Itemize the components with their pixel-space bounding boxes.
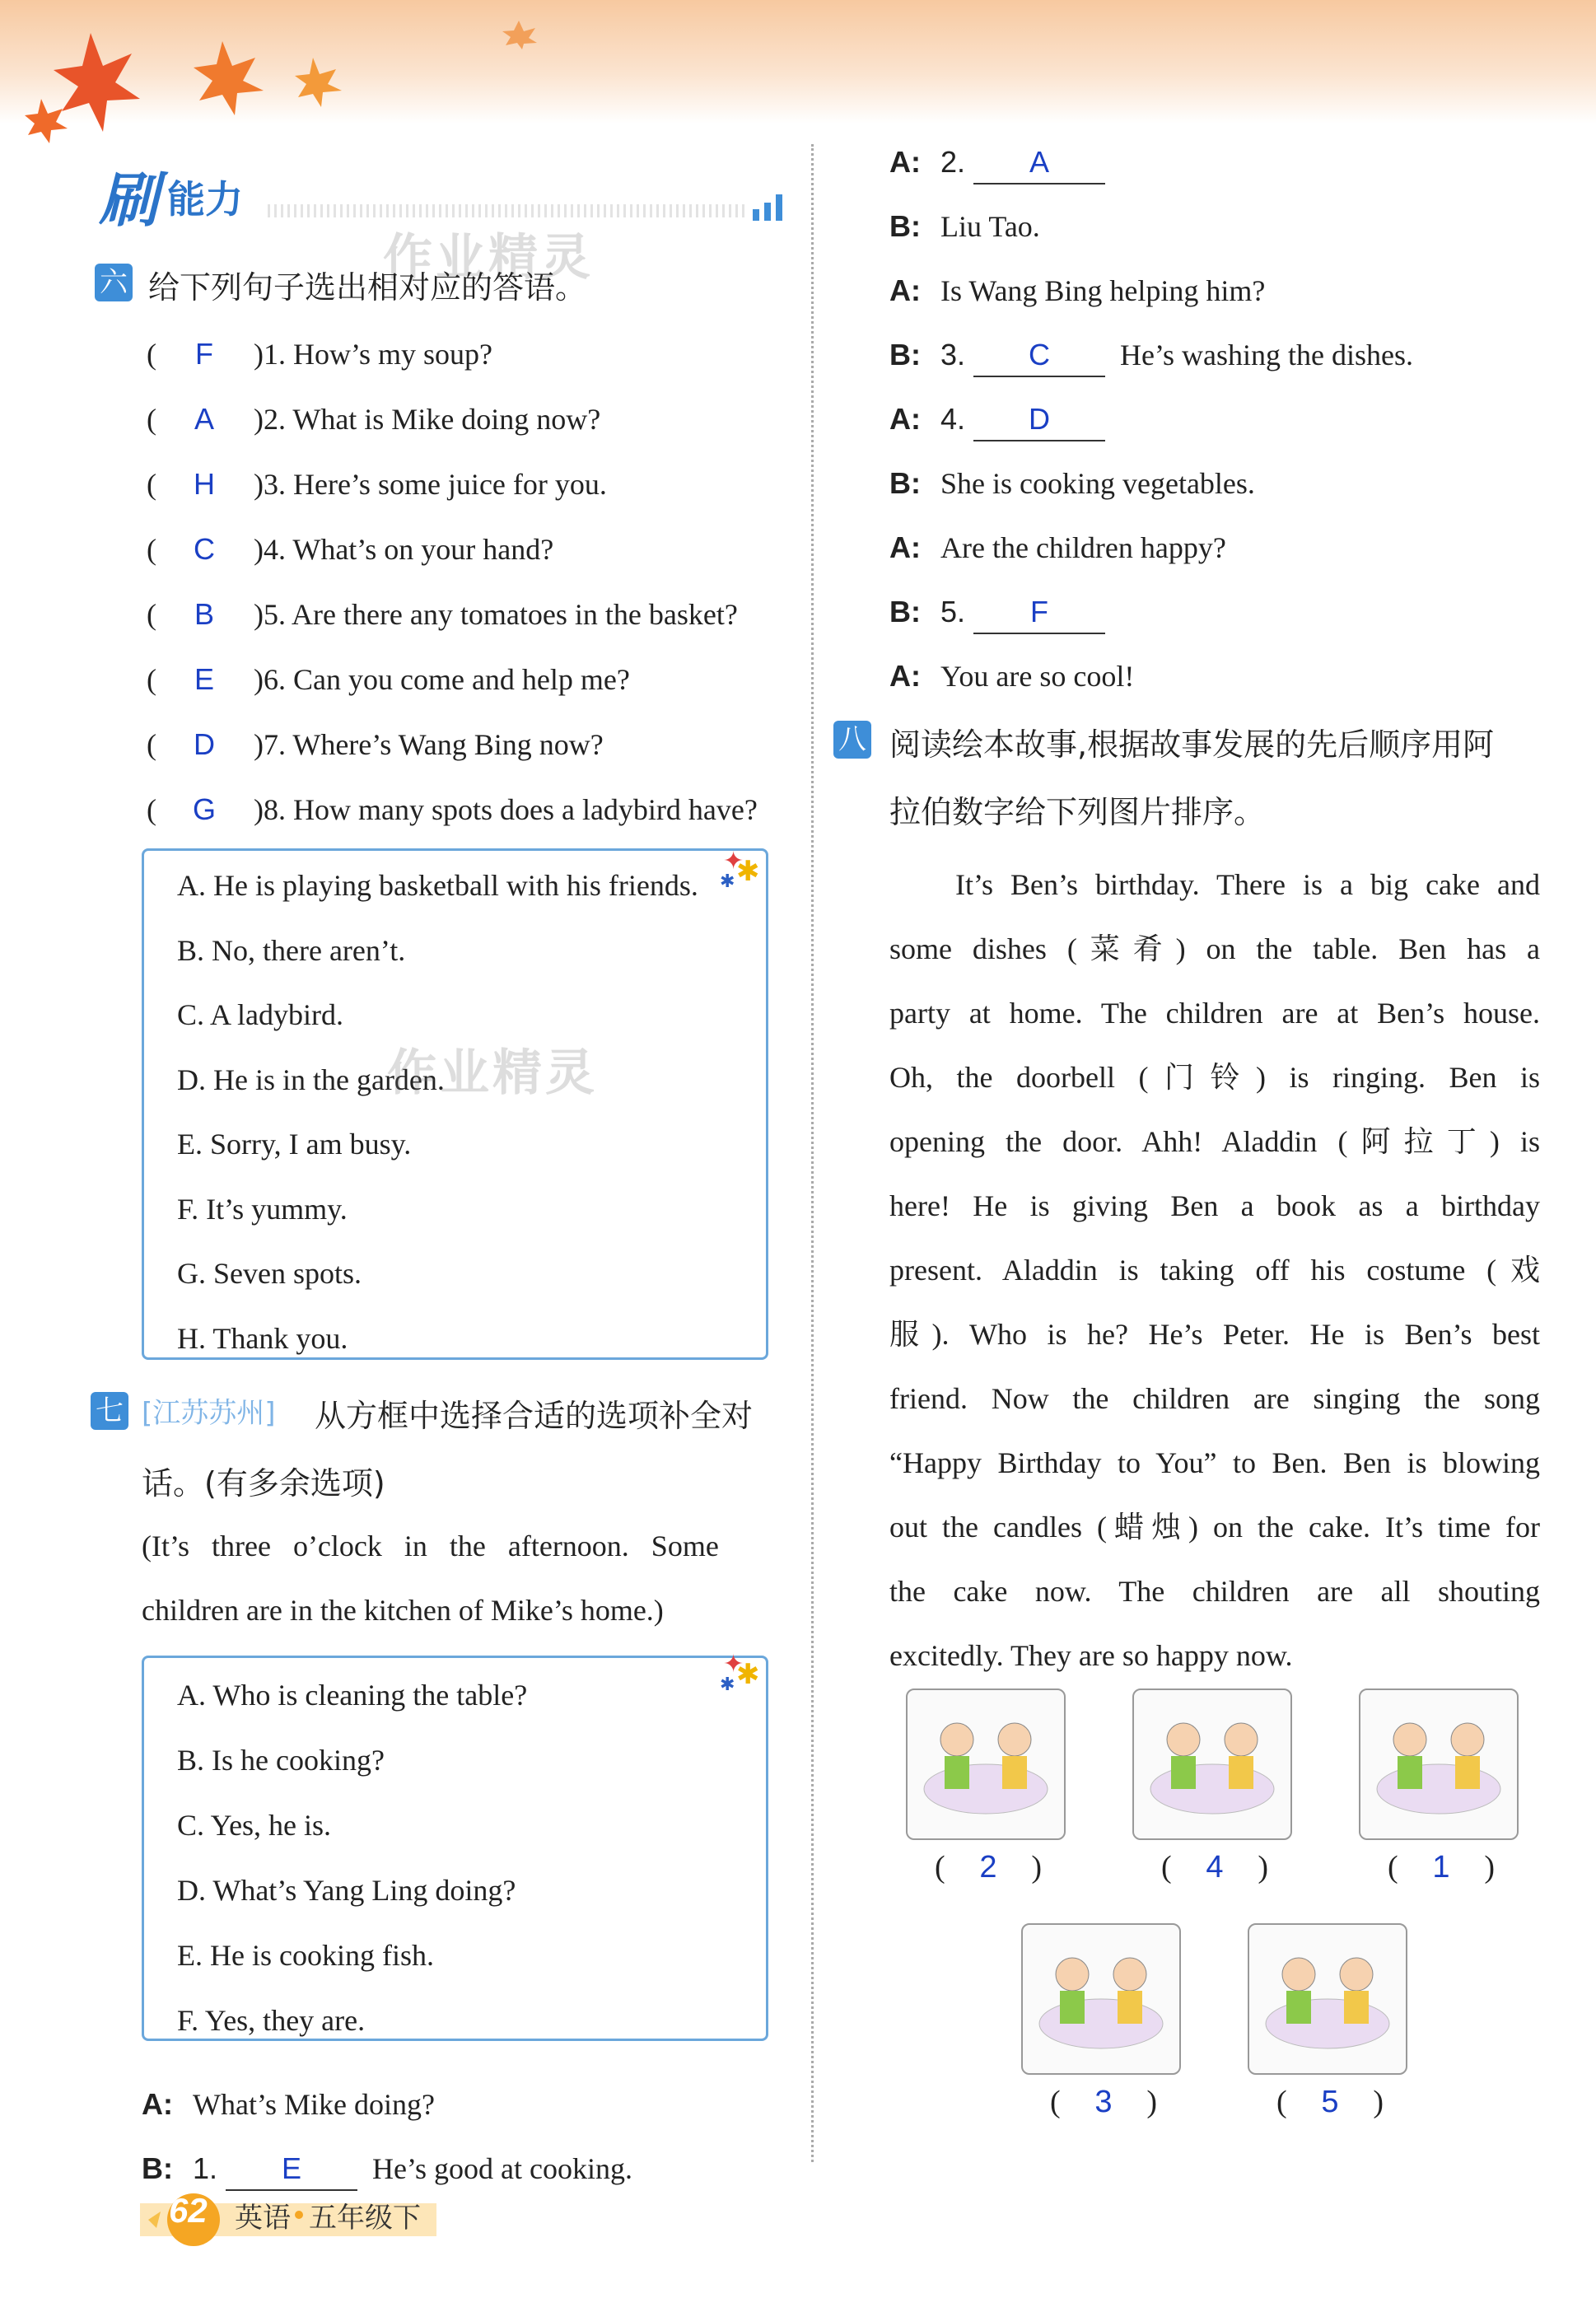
- order-number: 2: [979, 1850, 997, 1885]
- option-text: C. Yes, he is.: [177, 1809, 332, 1842]
- story-line: the cake now. The children are all shouting: [889, 1575, 1540, 1608]
- answer-letter: F: [195, 337, 213, 371]
- speaker-label: A:: [889, 273, 921, 307]
- option-text: G. Seven spots.: [177, 1257, 362, 1290]
- dialog-row: [889, 463, 1255, 504]
- question-row: [147, 399, 600, 440]
- option-text: B. Is he cooking?: [177, 1744, 385, 1777]
- section7-title-2: 话。(有多余选项): [142, 1465, 385, 1502]
- order-number: 4: [1206, 1850, 1224, 1885]
- option-text: F. It’s yummy.: [177, 1192, 348, 1226]
- speaker-label: B:: [142, 2151, 173, 2185]
- footer-grade: 五年级下: [309, 2202, 421, 2235]
- answer-letter: G: [192, 792, 216, 826]
- story-picture: [1021, 1923, 1181, 2075]
- leaf-small-icon: [494, 16, 544, 49]
- sparkle-icon: [716, 844, 766, 894]
- order-label: [1161, 1849, 1268, 1885]
- story-line: party at home. The children are at Ben’s house.: [889, 997, 1540, 1030]
- paren-open: (: [1161, 1850, 1172, 1885]
- dialog-text: Are the children happy?: [940, 531, 1226, 564]
- paren-close: ): [1258, 1850, 1268, 1885]
- speaker-label: B:: [889, 595, 921, 628]
- watermark-middle: 作业精灵: [387, 1044, 598, 1102]
- option-text: E. Sorry, I am busy.: [177, 1128, 412, 1161]
- sparkle-icon-2: [716, 1647, 766, 1697]
- blank-number: 2.: [940, 145, 966, 179]
- watermark-top: 作业精灵: [383, 229, 594, 287]
- answer-blank: C: [973, 334, 1105, 377]
- question-row: [147, 724, 604, 765]
- question-row: [147, 464, 607, 505]
- answer-blank: E: [226, 2148, 357, 2191]
- paren-close: ): [1373, 2085, 1384, 2119]
- question-row: [147, 529, 553, 570]
- dialog-row: [889, 527, 1226, 568]
- story-picture: [1132, 1688, 1292, 1840]
- dialog-row: [889, 656, 1134, 697]
- dialog-row: [142, 2084, 435, 2125]
- paren-open: (: [147, 338, 156, 371]
- blank-number: 3.: [940, 338, 966, 371]
- paren-open: (: [147, 403, 156, 436]
- dialog-row: [889, 591, 1120, 634]
- option-text: C. A ladybird.: [177, 998, 344, 1031]
- answer-letter: C: [194, 532, 215, 566]
- speaker-label: B:: [889, 466, 921, 500]
- signal-bars-icon: [749, 191, 791, 224]
- order-label: [1050, 2084, 1157, 2120]
- paren-open: (: [147, 728, 156, 761]
- story-illustration-icon: [1249, 1925, 1406, 2073]
- option-text: F. Yes, they are.: [177, 2004, 366, 2037]
- speaker-label: A:: [889, 530, 921, 564]
- speaker-label: A:: [889, 145, 921, 179]
- story-line: excitedly. They are so happy now.: [889, 1639, 1293, 1672]
- section8-title-2: 拉伯数字给下列图片排序。: [889, 794, 1266, 830]
- dialog-text: Liu Tao.: [940, 210, 1040, 243]
- speaker-label: A:: [889, 402, 921, 436]
- section7-context-1: (It’s three o’clock in the afternoon. Some: [142, 1530, 719, 1562]
- story-illustration-icon: [908, 1690, 1064, 1838]
- question-text: )8. How many spots does a ladybird have?: [254, 793, 758, 826]
- section-brand: [99, 152, 243, 238]
- story-line: friend. Now the children are singing the song: [889, 1382, 1540, 1415]
- section7-badge: 七: [91, 1392, 128, 1430]
- dialog-row: [889, 334, 1413, 377]
- dialog-row: [889, 206, 1040, 247]
- story-line: here! He is giving Ben a book as a birthday: [889, 1189, 1540, 1222]
- paren-close: ): [1484, 1850, 1495, 1885]
- question-text: )7. Where’s Wang Bing now?: [254, 728, 604, 761]
- paren-close: ): [1146, 2085, 1157, 2119]
- footer-dot: [295, 2211, 303, 2219]
- answer-blank: F: [973, 591, 1105, 634]
- order-label: [1388, 1849, 1495, 1885]
- question-row: [147, 659, 630, 700]
- dialog-text: Is Wang Bing helping him?: [940, 274, 1266, 307]
- section7-context-2: children are in the kitchen of Mike’s home.): [142, 1594, 664, 1627]
- dialog-text: You are so cool!: [940, 660, 1135, 693]
- question-row: [147, 594, 738, 635]
- paren-open: (: [1388, 1850, 1398, 1885]
- paren-open: (: [1276, 2085, 1287, 2119]
- story-line: “Happy Birthday to You” to Ben. Ben is blowing: [889, 1446, 1540, 1479]
- answer-letter: E: [194, 662, 214, 696]
- section8-badge: 八: [833, 721, 871, 759]
- story-line: some dishes (菜肴) on the table. Ben has a: [889, 932, 1540, 965]
- order-label: [935, 1849, 1042, 1885]
- paren-close: ): [1031, 1850, 1042, 1885]
- dialog-row: [889, 399, 1120, 441]
- story-line: 服). Who is he? He’s Peter. He is Ben’s best: [889, 1318, 1540, 1351]
- option-text: E. He is cooking fish.: [177, 1939, 434, 1972]
- speaker-label: B:: [889, 338, 921, 371]
- answer-letter: D: [194, 727, 215, 761]
- story-line: opening the door. Ahh! Aladdin (阿拉丁) is: [889, 1125, 1540, 1158]
- brand-underline: [268, 204, 745, 217]
- dialog-text: He’s good at cooking.: [372, 2152, 632, 2185]
- order-label: [1276, 2084, 1384, 2120]
- option-text: B. No, there aren’t.: [177, 933, 406, 967]
- section6-title: 给下列句子选出相对应的答语。: [148, 269, 587, 306]
- page-number: 62: [169, 2191, 208, 2230]
- story-illustration-icon: [1023, 1925, 1179, 2073]
- answer-letter: B: [194, 597, 214, 631]
- answer-letter: H: [194, 467, 215, 501]
- brand-text: 能力: [167, 177, 244, 222]
- option-text: H. Thank you.: [177, 1321, 348, 1355]
- dialog-text: What’s Mike doing?: [193, 2088, 435, 2121]
- question-row: [147, 334, 492, 375]
- question-text: )2. What is Mike doing now?: [254, 403, 601, 436]
- story-line: present. Aladdin is taking off his costume (戏: [889, 1254, 1540, 1287]
- question-text: )6. Can you come and help me?: [254, 663, 630, 696]
- answer-blank: A: [973, 142, 1105, 184]
- dialog-text: She is cooking vegetables.: [940, 467, 1255, 500]
- question-text: )4. What’s on your hand?: [254, 533, 554, 566]
- answer-blank: D: [973, 399, 1105, 441]
- option-text: A. He is playing basketball with his friends.: [177, 869, 698, 902]
- paren-open: (: [147, 663, 156, 696]
- section8-title-1: 阅读绘本故事,根据故事发展的先后顺序用阿: [889, 726, 1495, 763]
- paren-open: (: [147, 533, 156, 566]
- blank-number: 5.: [940, 595, 966, 628]
- question-text: )5. Are there any tomatoes in the basket?: [254, 598, 738, 631]
- svg-text:✱: ✱: [720, 871, 735, 892]
- svg-text:✱: ✱: [736, 1658, 760, 1691]
- option-text: A. Who is cleaning the table?: [177, 1679, 528, 1712]
- order-number: 3: [1094, 2085, 1113, 2119]
- story-line: out the candles (蜡烛) on the cake. It’s time for: [889, 1511, 1540, 1544]
- story-illustration-icon: [1360, 1690, 1517, 1838]
- svg-text:✱: ✱: [736, 855, 760, 888]
- story-picture: [906, 1688, 1066, 1840]
- maple-leaves-decor: [16, 8, 362, 148]
- option-text: D. What’s Yang Ling doing?: [177, 1874, 516, 1907]
- answer-letter: A: [194, 402, 214, 436]
- footer-subject: 英语: [235, 2202, 291, 2235]
- svg-text:✦: ✦: [723, 847, 744, 876]
- dialog-row: [142, 2148, 632, 2191]
- section7-source: [江苏苏州]: [142, 1397, 276, 1430]
- speaker-label: B:: [889, 209, 921, 243]
- brand-char: 刷: [99, 166, 159, 235]
- dialog-text: He’s washing the dishes.: [1120, 339, 1413, 371]
- story-picture: [1359, 1688, 1519, 1840]
- order-number: 5: [1321, 2085, 1339, 2119]
- question-row: [147, 789, 758, 830]
- story-line: Oh, the doorbell (门铃) is ringing. Ben is: [889, 1061, 1540, 1094]
- option-text: D. He is in the garden.: [177, 1063, 445, 1096]
- question-text: )3. Here’s some juice for you.: [254, 468, 607, 501]
- question-text: )1. How’s my soup?: [254, 338, 492, 371]
- order-number: 1: [1432, 1850, 1450, 1885]
- story-illustration-icon: [1134, 1690, 1290, 1838]
- svg-text:✱: ✱: [720, 1674, 735, 1695]
- blank-number: 4.: [940, 402, 966, 436]
- svg-text:✦: ✦: [723, 1650, 744, 1679]
- dialog-row: [889, 142, 1120, 184]
- paren-open: (: [147, 468, 156, 501]
- speaker-label: A:: [889, 659, 921, 693]
- paren-open: (: [935, 1850, 945, 1885]
- column-divider: [811, 144, 814, 2162]
- story-picture: [1248, 1923, 1407, 2075]
- blank-number: 1.: [193, 2151, 218, 2185]
- story-line: It’s Ben’s birthday. There is a big cake and: [955, 868, 1540, 901]
- paren-open: (: [147, 598, 156, 631]
- paren-open: (: [1050, 2085, 1061, 2119]
- speaker-label: A:: [142, 2087, 173, 2121]
- paren-open: (: [147, 793, 156, 826]
- dialog-row: [889, 270, 1265, 311]
- section6-badge: 六: [95, 264, 133, 301]
- section7-title-1: 从方框中选择合适的选项补全对: [315, 1398, 754, 1434]
